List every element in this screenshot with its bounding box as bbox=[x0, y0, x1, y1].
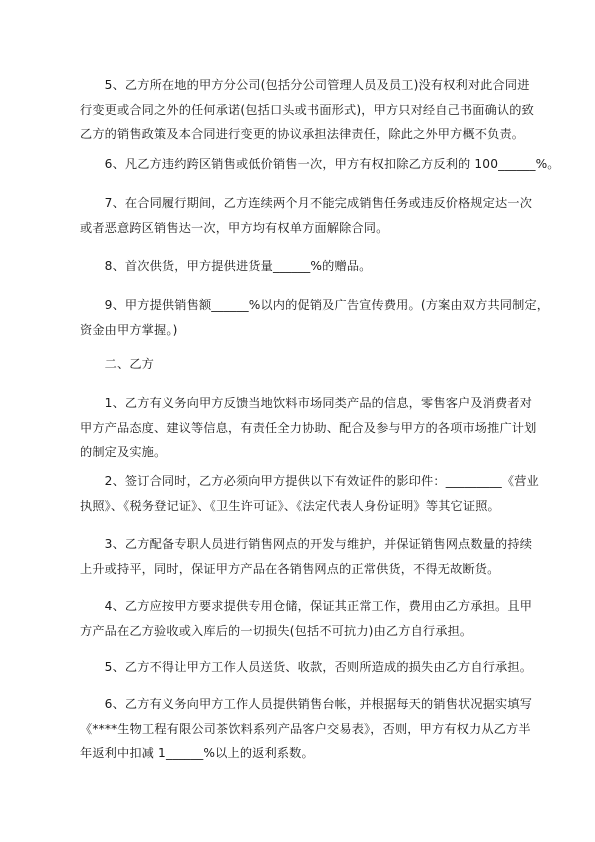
section-heading-party-b bbox=[80, 352, 542, 377]
text-line: 执照》、《税务登记证》、《卫生许可证》、《法定代表人身份证明》等其它证照。 bbox=[80, 498, 500, 513]
text-line: 的制定及实施。 bbox=[80, 445, 167, 459]
text-line: 乙方的销售政策及本合同进行变更的协议承担法律责任，除此之外甲方概不负责。 bbox=[80, 127, 525, 141]
text-line: 8、首次供货，甲方提供进货量______%的赠品。 bbox=[80, 259, 372, 273]
text-line: 5、乙方不得让甲方工作人员送货、收款，否则所造成的损失由乙方自行承担。 bbox=[80, 660, 533, 674]
clause-a9 bbox=[80, 293, 550, 342]
clause-b2 bbox=[80, 469, 542, 518]
clause-b6 bbox=[80, 692, 542, 766]
text-line: 5、乙方所在地的甲方分公司(包括分公司管理人员及员工)没有权利对此合同进 bbox=[80, 78, 530, 92]
text-line: 7、在合同履行期间，乙方连续两个月不能完成销售任务或违反价格规定达一次 bbox=[80, 196, 533, 210]
text-line: 方产品在乙方验收或入库后的一切损失(包括不可抗力)由乙方自行承担。 bbox=[80, 623, 473, 638]
heading-line: 二、乙方 bbox=[80, 357, 155, 371]
clause-b1 bbox=[80, 391, 542, 465]
clause-a8 bbox=[80, 254, 542, 279]
text-line: 年返利中扣减 1______%以上的返利系数。 bbox=[80, 746, 314, 760]
text-line: 上升或持平，同时，保证甲方产品在各销售网点的正常供货，不得无故断货。 bbox=[80, 561, 500, 576]
text-line: 3、乙方配备专职人员进行销售网点的开发与维护，并保证销售网点数量的持续 bbox=[80, 537, 533, 551]
text-line: 6、乙方有义务向甲方工作人员提供销售台帐，并根据每天的销售状况据实填写 bbox=[80, 697, 533, 711]
text-line: 1、乙方有义务向甲方反馈当地饮料市场同类产品的信息，零售客户及消费者对 bbox=[80, 396, 533, 410]
clause-a6 bbox=[80, 152, 560, 177]
text-line: 甲方产品态度、建议等信息，有责任全力协助、配合及参与甲方的各项市场推广计划 bbox=[80, 420, 537, 435]
text-line: 《****生物工程有限公司茶饮料系列产品客户交易表》，否则，甲方有权力从乙方半 bbox=[80, 721, 531, 736]
clause-b5 bbox=[80, 655, 542, 680]
clause-b3 bbox=[80, 532, 542, 581]
text-line: 资金由甲方掌握。) bbox=[80, 322, 178, 337]
clause-a5 bbox=[80, 73, 542, 147]
text-line: 行变更或合同之外的任何承诺(包括口头或书面形式)，甲方只对经自己书面确认的致 bbox=[80, 102, 534, 117]
text-line: 6、凡乙方违约跨区销售或低价销售一次，甲方有权扣除乙方反利的 100______%。 bbox=[80, 157, 560, 171]
text-line: 2、签订合同时，乙方必须向甲方提供以下有效证件的影印件：_________《营业 bbox=[80, 474, 539, 488]
text-line: 9、甲方提供销售额______%以内的促销及广告宣传费用。(方案由双方共同制定， bbox=[80, 298, 550, 312]
clause-b4 bbox=[80, 594, 542, 643]
text-line: 或者恶意跨区销售达一次，甲方均有权单方面解除合同。 bbox=[80, 220, 389, 235]
clause-a7 bbox=[80, 191, 542, 240]
text-line: 4、乙方应按甲方要求提供专用仓储，保证其正常工作，费用由乙方承担。且甲 bbox=[80, 599, 533, 613]
